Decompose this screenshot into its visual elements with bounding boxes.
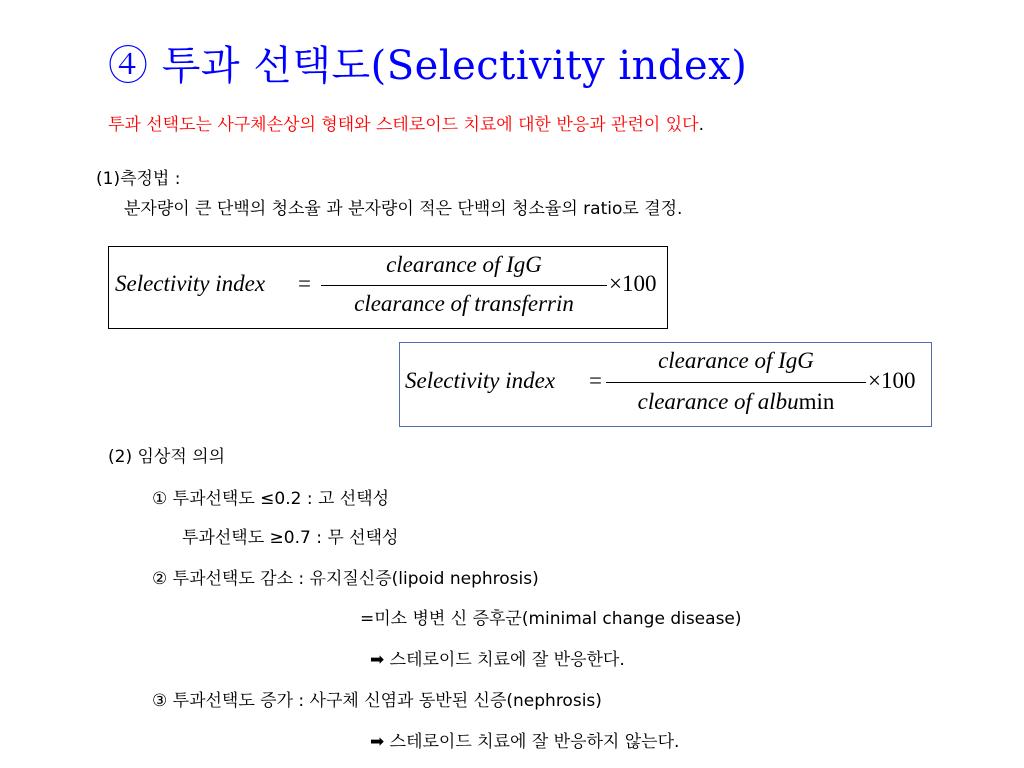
- formula1-lhs: Selectivity index: [115, 271, 266, 296]
- formula-transferrin: [108, 246, 668, 329]
- clinical-line: ② 투과선택도 감소 : 유지질신증(lipoid nephrosis): [152, 569, 539, 589]
- subtitle-period: .: [698, 115, 704, 135]
- clinical-line: ➡ 스테로이드 치료에 잘 반응한다.: [370, 650, 625, 670]
- slide-title: ④ 투과 선택도(Selectivity index): [108, 43, 748, 89]
- formula1-numerator: clearance of IgG: [386, 252, 542, 277]
- formula2-numerator: clearance of IgG: [658, 348, 814, 373]
- formula2-multiplier: ×100: [868, 368, 916, 393]
- subtitle-text: 투과 선택도는 사구체손상의 형태와 스테로이드 치료에 대한 반응과 관련이 있다: [108, 115, 699, 135]
- clinical-heading: (2) 임상적 의의: [108, 447, 225, 467]
- clinical-line: ➡ 스테로이드 치료에 잘 반응하지 않는다.: [370, 732, 680, 752]
- formula2-fraction-bar: [606, 382, 866, 383]
- method-heading: (1)측정법 :: [96, 169, 181, 189]
- formula2-equals: =: [589, 368, 602, 393]
- method-description: 분자량이 큰 단백의 청소율 과 분자량이 적은 단백의 청소율의 ratio로 결정.: [124, 199, 683, 219]
- clinical-line: =미소 병변 신 증후군(minimal change disease): [360, 609, 742, 629]
- formula1-multiplier: ×100: [609, 271, 657, 296]
- formula2-denominator-upright: min: [798, 389, 835, 414]
- formula2-lhs: Selectivity index: [405, 368, 556, 393]
- formula1-equals: =: [298, 271, 311, 296]
- clinical-line: 투과선택도 ≥0.7 : 무 선택성: [182, 528, 399, 548]
- formula2-denominator: [606, 389, 866, 415]
- slide-subtitle: [108, 110, 704, 135]
- formula1-denominator: clearance of transferrin: [354, 291, 574, 316]
- formula-albumin: [399, 342, 932, 427]
- formula1-fraction-bar: [321, 285, 607, 286]
- clinical-line: ① 투과선택도 ≤0.2 : 고 선택성: [152, 489, 390, 509]
- clinical-line: ③ 투과선택도 증가 : 사구체 신염과 동반된 신증(nephrosis): [152, 691, 602, 711]
- formula2-denominator-italic: clearance of albu: [637, 389, 799, 414]
